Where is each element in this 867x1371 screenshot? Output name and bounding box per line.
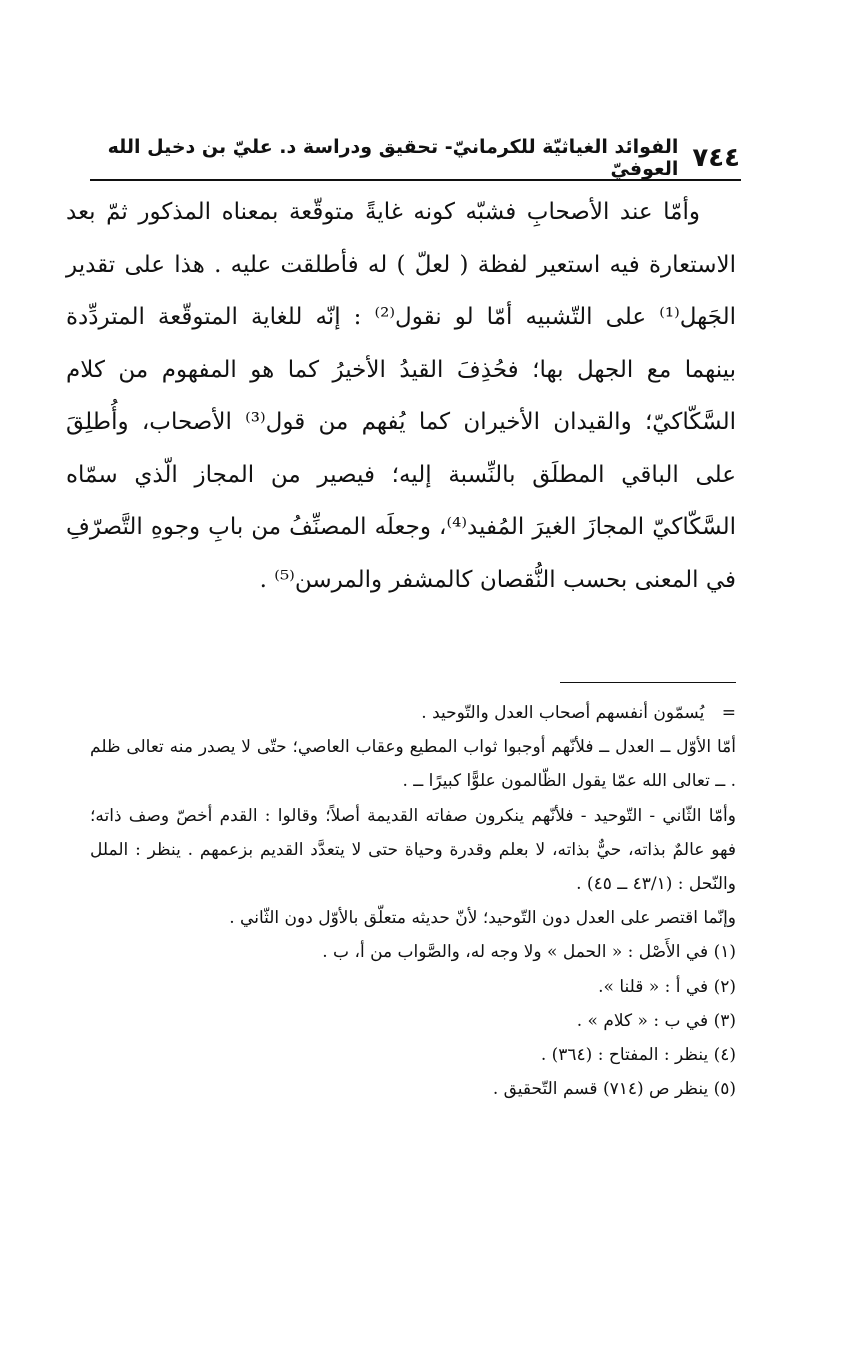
footnote-continuation-line: وإنّما اقتصر على العدل دون التّوحيد؛ لأنّ حديثه متعلّق بالأوّل دون الثّاني . <box>229 908 736 929</box>
footnote-continuation-line: وأمّا الثّاني - التّوحيد - فلأنّهم ينكرون صفاته القديمة أصلاً؛ وقالوا : القدم أخصّ وصف ذاته؛ فهو عالمٌ بذاته، حيٌّ بذاته، لا بعلم وقدرة وحياة حتى لا يتعدَّد القديم بزعمهم . ينظر : الملل والنّحل : (٤٣/١ ــ ٤٥) . <box>90 805 736 895</box>
footnote-2: (٢) في أ : « قلنا ». <box>598 976 736 997</box>
footnote-continuation-line: أمّا الأوّل ــ العدل ــ فلأنّهم أوجبوا ثواب المطيع وعقاب العاصي؛ حتّى لا يصدر منه تعالى ظلم . ــ تعالى الله عمّا يقول الظّالمون علوًّا كبيرًا ــ . <box>90 737 736 792</box>
running-title: الفوائد الغياثيّة للكرمانيّ- تحقيق ودراسة د. عليّ بن دخيل الله العوفيّ <box>107 136 679 180</box>
footnote-5: (٥) ينظر ص (٧١٤) قسم التّحقيق . <box>492 1079 736 1100</box>
main-paragraph: وأمّا عند الأصحابِ فشبّه كونه غايةً متوقّعة بمعناه المذكور ثمّ بعد الاستعارة فيه استعير لفظة ( لعلّ ) له فأطلقت عليه . هذا على تقدير الجَهل⁽¹⁾ على التّشبيه أمّا لو نقول⁽²⁾ : إنّه للغاية المتوقّعة المتردِّدة بينهما مع الجهل بها؛ فحُذِفَ القيدُ الأخيرُ كما هو المفهوم من كلام السَّكّاكيّ؛ والقيدان الأخيران كما يُفهم من قول⁽³⁾ الأصحاب، وأُطلِقَ على الباقي المطلَق بالنِّسبة إليه؛ فيصير من المجاز الّذي سمّاه السَّكّاكيّ المجازَ الغيرَ المُفيد⁽⁴⁾، وجعلَه المصنِّفُ من بابِ وجوهِ التَّصرّفِ في المعنى بحسب النُّقصان كالمشفر والمرسن⁽⁵⁾ . <box>66 199 736 593</box>
page-number: ٧٤٤ <box>692 143 740 173</box>
footnote-continuation-line: يُسمّون أنفسهم أصحاب العدل والتّوحيد . <box>421 703 705 723</box>
footnote-separator <box>560 682 736 683</box>
main-text <box>66 186 736 606</box>
footnote-4: (٤) ينظر : المفتاح : (٣٦٤) . <box>540 1045 736 1066</box>
footnote-1: (١) في الأَصْل : « الحمل » ولا وجه له، والصَّواب من أ، ب . <box>322 942 736 963</box>
footnote-3: (٣) في ب : « كلام » . <box>576 1010 736 1031</box>
page-header <box>90 136 740 180</box>
continuation-mark: = <box>721 703 736 723</box>
footnote-continuation-first <box>90 696 736 730</box>
header-rule <box>90 179 741 181</box>
footnotes-section <box>90 696 736 1106</box>
